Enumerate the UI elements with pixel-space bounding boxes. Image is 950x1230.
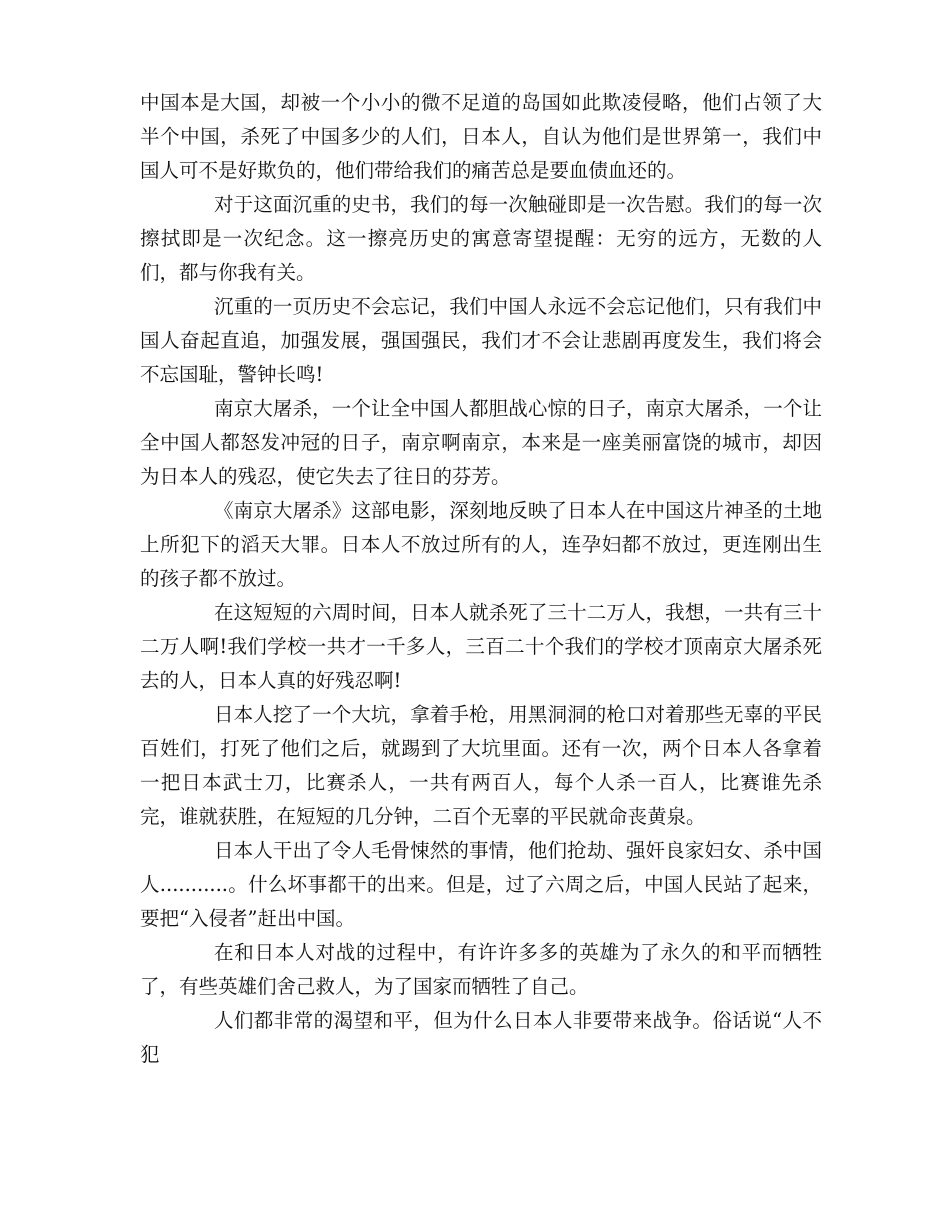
paragraph-1: 中国本是大国，却被一个小小的微不足道的岛国如此欺凌侵略，他们占领了大半个中国，杀死了中国多少的人们，日本人，自认为他们是世界第一，我们中国人可不是好欺负的，他们带给我们的痛苦总是要血债血还的。 [140,91,822,182]
paragraph-9: 在和日本人对战的过程中，有许许多多的英雄为了永久的和平而牺牲了，有些英雄们舍己救人，为了国家而牺牲了自己。 [140,941,822,998]
paragraph-6: 在这短短的六周时间，日本人就杀死了三十二万人，我想，一共有三十二万人啊!我们学校一共才一千多人，三百二十个我们的学校才顶南京大屠杀死去的人，日本人真的好残忍啊! [140,601,822,692]
paragraph-4: 南京大屠杀，一个让全中国人都胆战心惊的日子，南京大屠杀，一个让全中国人都怒发冲冠的日子，南京啊南京，本来是一座美丽富饶的城市，却因为日本人的残忍，使它失去了往日的芬芳。 [140,397,822,488]
paragraph-7: 日本人挖了一个大坑，拿着手枪，用黑洞洞的枪口对着那些无辜的平民百姓们，打死了他们之后，就踢到了大坑里面。还有一次，两个日本人各拿着一把日本武士刀，比赛杀人，一共有两百人，每个人杀一百人，比赛谁先杀完，谁就获胜，在短短的几分钟，二百个无辜的平民就命丧黄泉。 [140,703,822,828]
paragraph-10: 人们都非常的渴望和平，但为什么日本人非要带来战争。俗话说“人不犯 [140,1009,822,1066]
paragraph-8: 日本人干出了令人毛骨悚然的事情，他们抢劫、强奸良家妇女、杀中国人...........。什么坏事都干的出来。但是，过了六周之后，中国人民站了起来，要把“入侵者”赶出中国。 [140,839,822,930]
paragraph-3: 沉重的一页历史不会忘记，我们中国人永远不会忘记他们，只有我们中国人奋起直追，加强发展，强国强民，我们才不会让悲剧再度发生，我们将会不忘国耻，警钟长鸣! [140,295,822,386]
paragraph-2: 对于这面沉重的史书，我们的每一次触碰即是一次告慰。我们的每一次擦拭即是一次纪念。这一擦亮历史的寓意寄望提醒：无穷的远方，无数的人们，都与你我有关。 [140,193,822,284]
paragraph-5: 《南京大屠杀》这部电影，深刻地反映了日本人在中国这片神圣的土地上所犯下的滔天大罪。日本人不放过所有的人，连孕妇都不放过，更连刚出生的孩子都不放过。 [140,499,822,590]
